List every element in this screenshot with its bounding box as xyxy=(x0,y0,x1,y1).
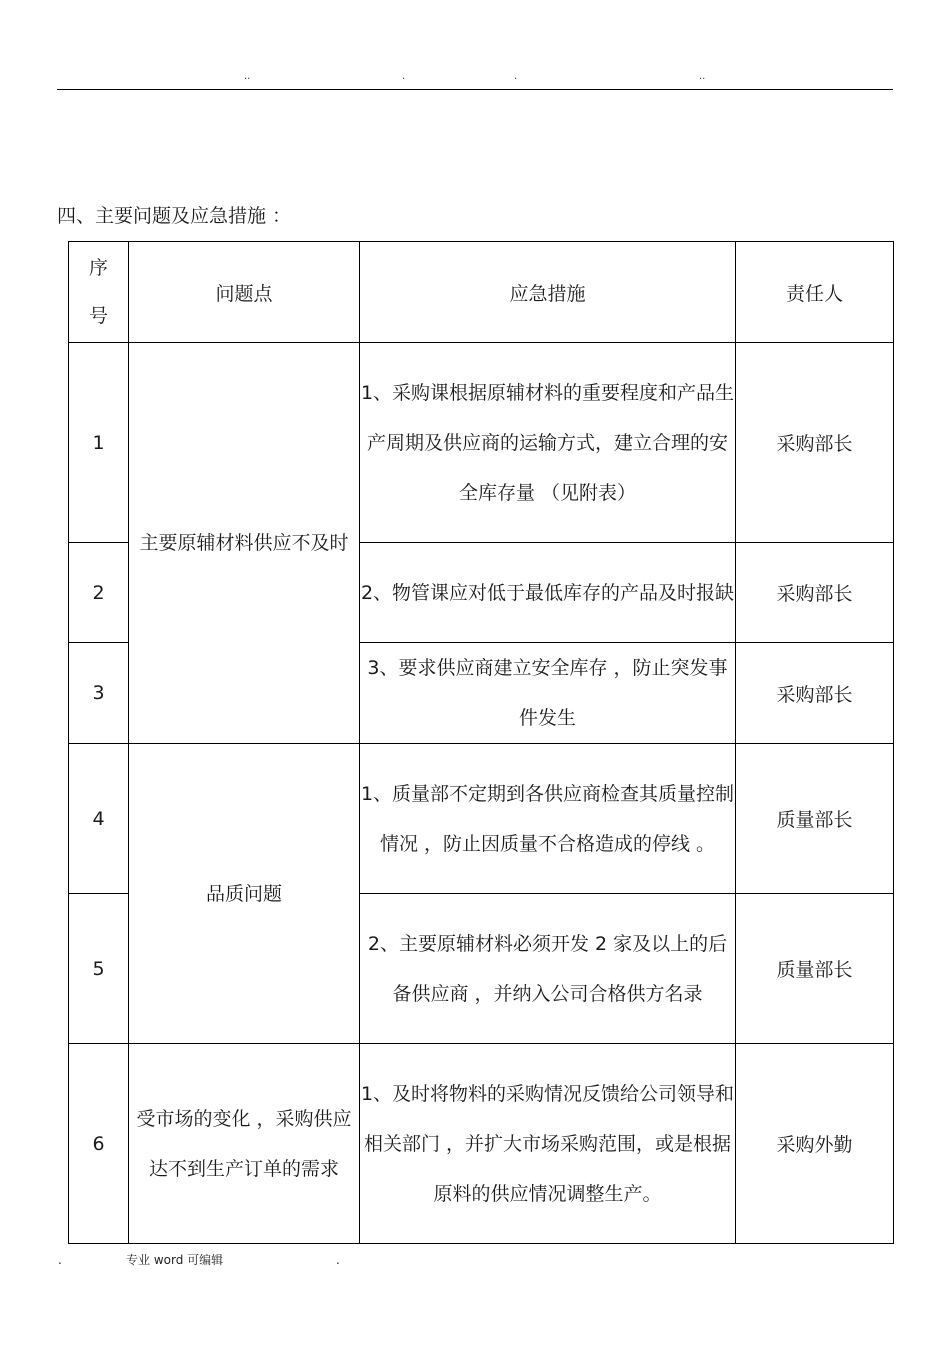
measure-cell: 1、质量部不定期到各供应商检查其质量控制情况 ，防止因质量不合格造成的停线 。 xyxy=(360,744,736,894)
col-header-measure: 应急措施 xyxy=(360,242,736,343)
row-index: 3 xyxy=(69,643,129,744)
owner-cell: 采购部长 xyxy=(736,643,894,744)
measure-cell: 2、主要原辅材料必须开发 2 家及以上的后备供应商 ，并纳入公司合格供方名录 xyxy=(360,894,736,1044)
page-footer xyxy=(0,1251,950,1271)
owner-cell: 质量部长 xyxy=(736,744,894,894)
header-dot: .. xyxy=(699,71,706,82)
owner-cell: 采购部长 xyxy=(736,343,894,543)
owner-cell: 采购部长 xyxy=(736,543,894,643)
table-row xyxy=(69,744,894,894)
section-title: 四、主要问题及应急措施 ： xyxy=(57,205,292,227)
owner-cell: 采购外勤 xyxy=(736,1044,894,1244)
measure-cell: 1、及时将物料的采购情况反馈给公司领导和相关部门 ，并扩大市场采购范围，或是根据原料的供应情况调整生产。 xyxy=(360,1044,736,1244)
row-index: 2 xyxy=(69,543,129,643)
owner-cell: 质量部长 xyxy=(736,894,894,1044)
header-dot: . xyxy=(514,71,518,82)
measure-cell: 3、要求供应商建立安全库存 ，防止突发事件发生 xyxy=(360,643,736,744)
header-dot: .. xyxy=(244,71,251,82)
footer-text: 专业 word 可编辑 xyxy=(126,1253,224,1267)
col-header-index-text: 序号 xyxy=(88,257,108,327)
table-header-row xyxy=(69,242,894,343)
col-header-owner: 责任人 xyxy=(736,242,894,343)
row-index: 4 xyxy=(69,744,129,894)
table-row xyxy=(69,1044,894,1244)
header-dot: . xyxy=(402,71,406,82)
footer-dot-right: . xyxy=(336,1253,340,1267)
footer-dot-left: . xyxy=(58,1253,62,1267)
emergency-measures-table xyxy=(68,241,894,1244)
row-index: 1 xyxy=(69,343,129,543)
measure-cell: 2、物管课应对低于最低库存的产品及时报缺 xyxy=(360,543,736,643)
measure-cell: 1、采购课根据原辅材料的重要程度和产品生产周期及供应商的运输方式，建立合理的安全库存量 （见附表） xyxy=(360,343,736,543)
row-index: 5 xyxy=(69,894,129,1044)
issue-cell: 品质问题 xyxy=(129,744,360,1044)
issue-cell: 受市场的变化 ，采购供应达不到生产订单的需求 xyxy=(129,1044,360,1244)
page-header-dots xyxy=(0,72,950,86)
header-rule xyxy=(57,89,893,90)
col-header-issue: 问题点 xyxy=(129,242,360,343)
issue-cell: 主要原辅材料供应不及时 xyxy=(129,343,360,744)
col-header-index xyxy=(69,242,129,343)
table-row xyxy=(69,343,894,543)
row-index: 6 xyxy=(69,1044,129,1244)
